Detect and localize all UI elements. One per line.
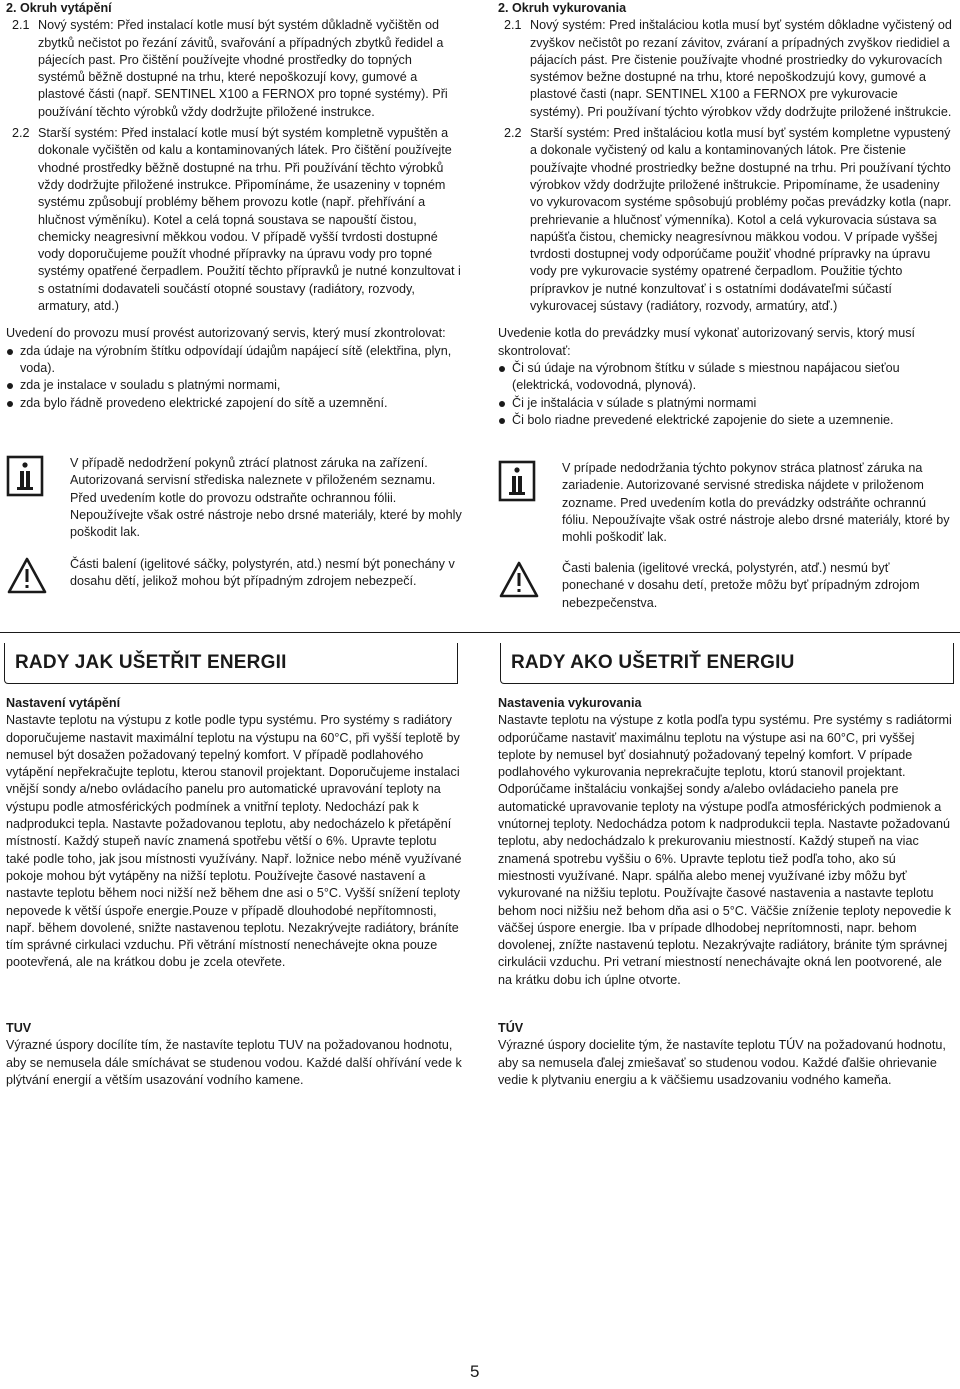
warning-note — [498, 560, 954, 612]
page-number: 5 — [470, 1362, 480, 1381]
heating-circuit-section — [498, 0, 954, 429]
item-number: 2.1 — [12, 18, 30, 33]
list-item: zda je instalace v souladu s platnými normami, — [6, 377, 462, 394]
info-icon — [6, 455, 70, 541]
hot-water-section — [498, 1020, 954, 1089]
list-item — [498, 125, 954, 315]
section-heading: 2. Okruh vykurovania — [498, 1, 627, 15]
warning-note-text: Časti balenia (igelitové vrecká, polystyrén, atď.) nesmú byť ponechané v dosahu detí, pretože môžu byť prípadným zdrojom nebezpečenstva. — [562, 561, 920, 610]
list-item: zda údaje na výrobním štítku odpovídají údajům napájecí sítě (elektřina, plyn, voda). — [6, 343, 462, 378]
item-text: Starší systém: Před instalací kotle musí být systém kompletně vypuštěn a dokonale vyčištěn od kalu a kontaminovaných látek. Pro čištění používejte vhodné prostředky běžně dostupné na trhu. Při používání těchto výrobků vždy dodržujte přiložené instrukce. Připomínáme, že usazeniny v topném systému způsobují problémy během provozu kotle (např. přehřívání a hlučnost výměníku). Kotel a celá topná soustava se napouští čistou, chemicky neagresivní měkkou vodou. V případě vyšší tvrdosti dostupné vody doporučujeme použít vhodné přípravky na úpravu vody pro topné systémy opatřené čerpadlem. Použití těchto přípravků je nutné konzultovat i s ostatními dodavateli součástí otopné soustavy (radiátory, rozvody, armatury, atd.) — [38, 126, 461, 314]
heating-circuit-section — [6, 0, 462, 412]
subsection-title: Nastavenia vykurovania — [498, 696, 642, 710]
list-item: Či bolo riadne prevedené elektrické zapojenie do siete a uzemnenie. — [498, 412, 954, 429]
subsection-title: Nastavení vytápění — [6, 696, 121, 710]
check-list — [6, 343, 462, 412]
warning-icon — [498, 560, 562, 612]
heating-settings-section — [6, 695, 462, 972]
subsection-title: TUV — [6, 1021, 32, 1035]
list-item: Či sú údaje na výrobnom štítku v súlade s miestnou napájacou sieťou (elektrická, vodovodná, plynová). — [498, 360, 954, 395]
info-note-text: V prípade nedodržania týchto pokynov stráca platnosť záruka na zariadenie. Autorizované servisné strediska nájdete v priloženom zozname. Pred uvedením kotla do prevádzky odstráňte ochrannú fóliu. Nepoužívajte však ostré nástroje alebo drsné materiály, ktoré by mohli poškodiť lak. — [562, 461, 950, 545]
section-divider — [0, 632, 960, 633]
commissioning-intro: Uvedenie kotla do prevádzky musí vykonať autorizovaný servis, ktorý musí skontrolovať: — [498, 326, 915, 358]
energy-tips-banner: RADY JAK UŠETŘIT ENERGII — [4, 643, 458, 684]
info-note-text: V případě nedodržení pokynů ztrácí platnost záruka na zařízení. Autorizovaná servisní střediska naleznete v přiloženém seznamu. Před uvedením kotle do provozu odstraňte ochrannou fólii. Nepoužívejte však ostré nástroje nebo drsné materiály, které by mohly poškodit lak. — [70, 456, 462, 540]
warning-icon — [6, 556, 70, 601]
list-item — [6, 17, 462, 121]
commissioning-intro: Uvedení do provozu musí provést autorizovaný servis, který musí zkontrolovat: — [6, 326, 446, 341]
item-number: 2.1 — [504, 18, 522, 33]
info-icon — [498, 460, 562, 546]
item-text: Starší systém: Pred inštaláciou kotla musí byť systém kompletne vypustený a dokonale vyčistený od kalu a kontaminovaných látok. Pre čistenie používajte vhodné prostriedky bežne dostupné na trhu. Pri používaní týchto výrobkov vždy dodržujte priložené inštrukcie. Pripomíname, že usadeniny vo vykurovacom systéme spôsobujú problémy počas prevádzky kotla (napr. prehrievanie a hlučnosť výmenníka). Kotol a celá vykurovacia sústava sa napúšťa čistou, chemicky neagresívnou mäkkou vodou. V prípade vyššej tvrdosti dostupnej vody odporúčame použiť vhodné prípravky na úpravu vody pre vykurovacie systémy opatrené čerpadlom. Použitie týchto prípravkov je nutné konzultovať i s ostatními dodávateľmi súčastí vykurovacej sústavy (radiátory, rozvody, armatúry, atď.) — [530, 126, 952, 314]
item-number: 2.2 — [12, 126, 30, 141]
section-heading: 2. Okruh vytápění — [6, 1, 112, 15]
energy-tips-banner: RADY AKO UŠETRIŤ ENERGIU — [500, 643, 954, 684]
subsection-text: Výrazné úspory docílíte tím, že nastavíte teplotu TUV na požadovanou hodnotu, aby se nemusela dále smíchávat se studenou vodou. Každé další ohřívání vede k plýtvání energií a větším usazování vodního kamene. — [6, 1038, 462, 1087]
list-item — [6, 125, 462, 315]
check-list — [498, 360, 954, 429]
subsection-text: Výrazné úspory docielite tým, že nastavíte teplotu TÚV na požadovanú hodnotu, aby sa nemusela ďalej zmiešavať so studenou vodou. Každé ďalšie ohrievanie vedie k plytvaniu energiu a k väčšiemu usadzovaniu vodného kameňa. — [498, 1038, 946, 1087]
list-item — [498, 17, 954, 121]
subsection-text: Nastavte teplotu na výstupe z kotla podľa typu systému. Pre systémy s radiátormi odporúčame nastaviť maximálnu teplotu na výstupe asi na 60°C, pri vyššej teplote by nemusel byť dosiahnutý požadovaný tepelný komfort. V prípade podlahového vykurovania neprekračujte teplotu, ktorú stanovil projektant. Odporúčame inštaláciu vonkajšej sondy a/alebo ovládacieho panela pre automatické upravovanie teploty na výstupe podľa atmosférických podmienok a vnútornej teploty. Nedochádza potom k nadprodukcii tepla. Nastavte požadovanú teplotu, aby nedochádzalo k prekurovaniu miestností. Každý stupeň na viac znamená spotrebu vyššiu o 6%. Upravte teplotu tiež podľa toho, ako sú miestnosti využívané. Napr. spálňa alebo menej využívané izby môžu byť vykurované na nižšiu teplotu. Používajte časové nastavenia a nastavte teplotu behom noci nižšiu než behom dňa asi o 5°C. Väčšie zníženie teploty nepovedie k väčšej úspore energie. Iba v prípade dlhodobej neprítomnosti, napr. behom dovolenej, znížte nastavenú teplotu. Nezakrývajte radiátory, bránite tým správnej cirkulácii vzduchu. Pri vetraní miestností nenechávajte okná len pootvorené, ale na krátku dobu ich úplne otvorte. — [498, 713, 952, 987]
warning-note — [6, 556, 462, 601]
warning-note-text: Části balení (igelitové sáčky, polystyrén, atd.) nesmí být ponechány v dosahu dětí, jelikož mohou být případným zdrojem nebezpečí. — [70, 557, 455, 589]
item-number: 2.2 — [504, 126, 522, 141]
info-note — [6, 455, 462, 541]
info-note — [498, 460, 954, 546]
subsection-text: Nastavte teplotu na výstupu z kotle podle typu systému. Pro systémy s radiátory doporučujeme nastavit maximální teplotu na výstupu na 60°C, při vyšší teplotě by nemusel být dosažen požadovaný tepelný komfort. V případě podlahového vytápění nepřekračujte teplotu, kterou stanovil projektant. Doporučujeme instalaci vnější sondy a/nebo ovládacího panelu pro automatické upravování teploty na výstupu podle atmosférických podmínek a vnitřní teploty. Nedochází pak k nadprodukci tepla. Nastavte požadovanou teplotu, aby nedocházelo k přetápění místností. Každý stupeň navíc znamená spotřebu větší o 6%. Upravte teplotu také podle toho, jak jsou místnosti využívány. Např. ložnice nebo méně využívané pokoje mohou být vytápěny na nižší teplotu. Používejte časové nastavení a nastavte teplotu během noci nižší než během dne asi o 5°C. Vyšší snížení teploty nepovede k větší úspoře energie.Pouze v případě dlouhodobé nepřítomnosti, např. během dovolené, snižte nastavenou teplotu. Nezakrývejte radiátory, bráníte tím správné cirkulaci vzduchu. Při větrání místností nenechávejte okna pouze pootevřená, ale na krátkou dobu je zcela otevřete. — [6, 713, 462, 970]
list-item: Či je inštalácia v súlade s platnými normami — [498, 395, 954, 412]
item-text: Nový systém: Pred inštaláciou kotla musí byť systém dôkladne vyčistený od zvyškov nečistôt po rezaní závitov, zváraní a prípadných zvyškov riedidiel a pájacích pást. Pre čistenie používajte vhodné prostriedky do vykurovacích systémov bežne dostupné na trhu, ktoré nepoškodzujú kovy, gumové a plastové časti (napr. SENTINEL X100 a FERNOX pre vykurovacie systémy). Pri používaní týchto výrobkov vždy dodržujte priložené inštrukcie. — [530, 18, 952, 119]
heating-settings-section — [498, 695, 954, 989]
hot-water-section — [6, 1020, 462, 1089]
list-item: zda bylo řádně provedeno elektrické zapojení do sítě a uzemnění. — [6, 395, 462, 412]
item-text: Nový systém: Před instalací kotle musí být systém důkladně vyčištěn od zbytků nečistot po řezání závitů, svařování a případných zbytků ředidel a pájecích past. Pro čištění používejte vhodné prostředky do topných systémů běžně dostupné na trhu, které nepoškozují kovy, gumové a plastové části (např. SENTINEL X100 a FERNOX pro topné systémy). Při používání těchto výrobků vždy dodržujte přiložené instrukce. — [38, 18, 448, 119]
subsection-title: TÚV — [498, 1021, 524, 1035]
